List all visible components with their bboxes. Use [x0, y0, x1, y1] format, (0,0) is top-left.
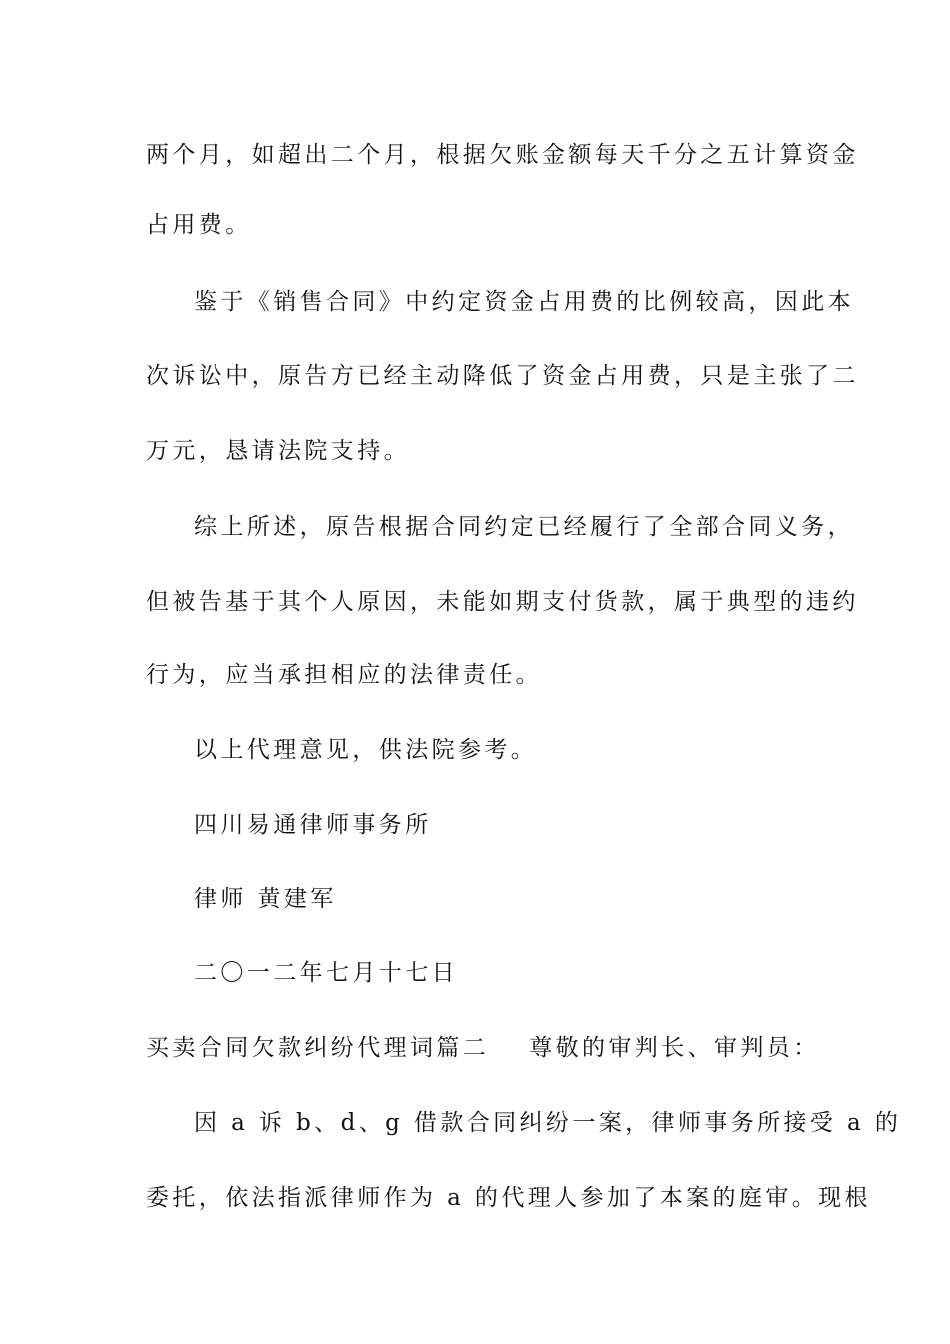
- paragraph-line: 委托，依法指派律师作为 a 的代理人参加了本案的庭审。现根: [146, 1185, 871, 1211]
- section-heading-line: [146, 1033, 820, 1063]
- paragraph-line: 综上所述，原告根据合同约定已经履行了全部合同义务，: [194, 514, 854, 540]
- paragraph-line: 万元，恳请法院支持。: [146, 438, 410, 464]
- law-firm-name: 四川易通律师事务所: [194, 812, 432, 838]
- section-title: 买卖合同欠款纠纷代理词篇二: [146, 1035, 490, 1061]
- paragraph-line: 因 a 诉 b、d、g 借款合同纠纷一案，律师事务所接受 a 的: [194, 1110, 902, 1136]
- paragraph-line: 次诉讼中，原告方已经主动降低了资金占用费，只是主张了二: [146, 363, 859, 389]
- paragraph-line: 行为，应当承担相应的法律责任。: [146, 662, 542, 688]
- document-date: 二〇一二年七月十七日: [194, 960, 458, 986]
- paragraph-line: 两个月，如超出二个月，根据欠账金额每天千分之五计算资金: [146, 142, 859, 168]
- paragraph-line: 占用费。: [146, 212, 252, 238]
- salutation: 尊敬的审判长、审判员：: [529, 1035, 820, 1061]
- paragraph-line: 鉴于《销售合同》中约定资金占用费的比例较高，因此本: [194, 289, 854, 315]
- closing-remark: 以上代理意见，供法院参考。: [194, 737, 538, 763]
- paragraph-line: 但被告基于其个人原因，未能如期支付货款，属于典型的违约: [146, 589, 859, 615]
- lawyer-signature: 律师 黄建军: [194, 886, 337, 912]
